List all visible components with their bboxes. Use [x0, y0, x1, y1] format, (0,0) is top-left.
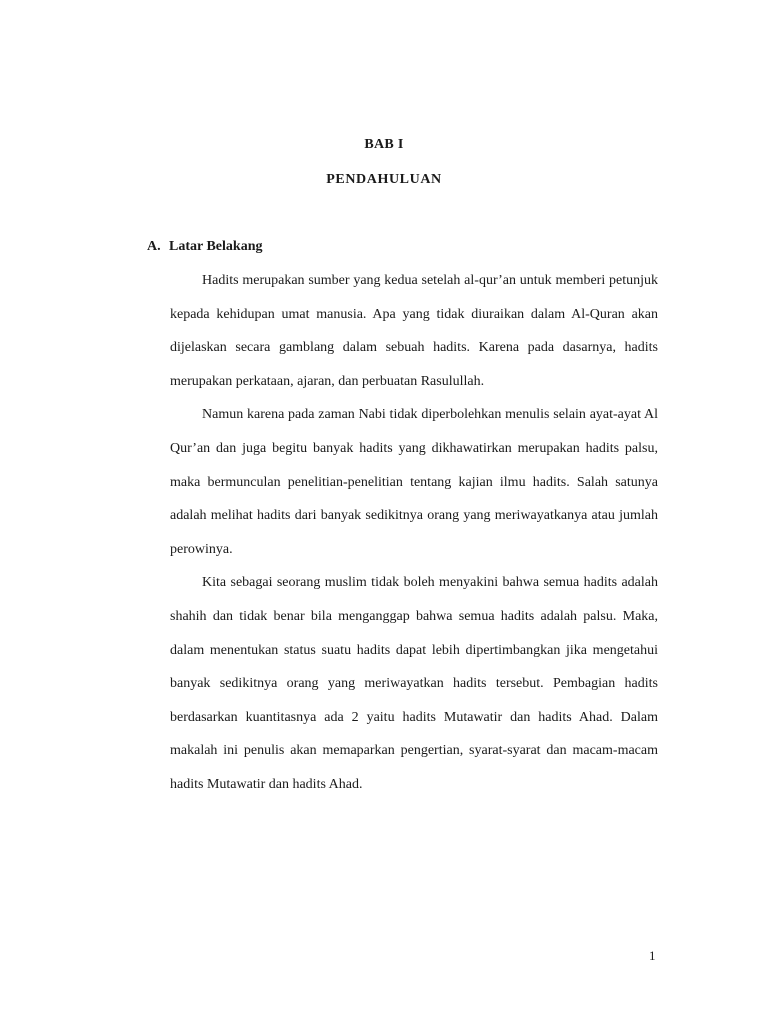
paragraph: Kita sebagai seorang muslim tidak boleh menyakini bahwa semua hadits adalah shahih dan tidak benar bila menganggap bahwa semua hadits adalah palsu. Maka, dalam menentukan status suatu hadits dapat lebih dipertimbangkan jika mengetahui banyak sedikitnya orang yang meriwayatkan hadits tersebut. Pembagian hadits berdasarkan kuantitasnya ada 2 yaitu hadits Mutawatir dan hadits Ahad. Dalam makalah ini penulis akan memaparkan pengertian, syarat-syarat dan macam-macam hadits Mutawatir dan hadits Ahad.	[170, 575, 658, 792]
paragraph: Hadits merupakan sumber yang kedua setelah al-qur’an untuk memberi petunjuk kepada kehidupan umat manusia. Apa yang tidak diuraikan dalam Al-Quran akan dijelaskan secara gamblang dalam sebuah hadits. Karena pada dasarnya, hadits merupakan perkataan, ajaran, dan perbuatan Rasulullah.	[170, 273, 658, 389]
chapter-number: BAB I	[364, 137, 404, 152]
section-title: Latar Belakang	[169, 239, 263, 254]
section-heading	[147, 239, 262, 255]
page-number: 1	[649, 948, 656, 963]
section-letter: A.	[147, 239, 161, 254]
body-text	[170, 264, 658, 802]
chapter-title: PENDAHULUAN	[326, 172, 442, 187]
paragraph: Namun karena pada zaman Nabi tidak diperbolehkan menulis selain ayat-ayat Al Qur’an dan juga begitu banyak hadits yang dikhawatirkan merupakan hadits palsu, maka bermunculan penelitian-penelitian tentang kajian ilmu hadits. Salah satunya adalah melihat hadits dari banyak sedikitnya orang yang meriwayatkanya atau jumlah perowinya.	[170, 407, 658, 557]
